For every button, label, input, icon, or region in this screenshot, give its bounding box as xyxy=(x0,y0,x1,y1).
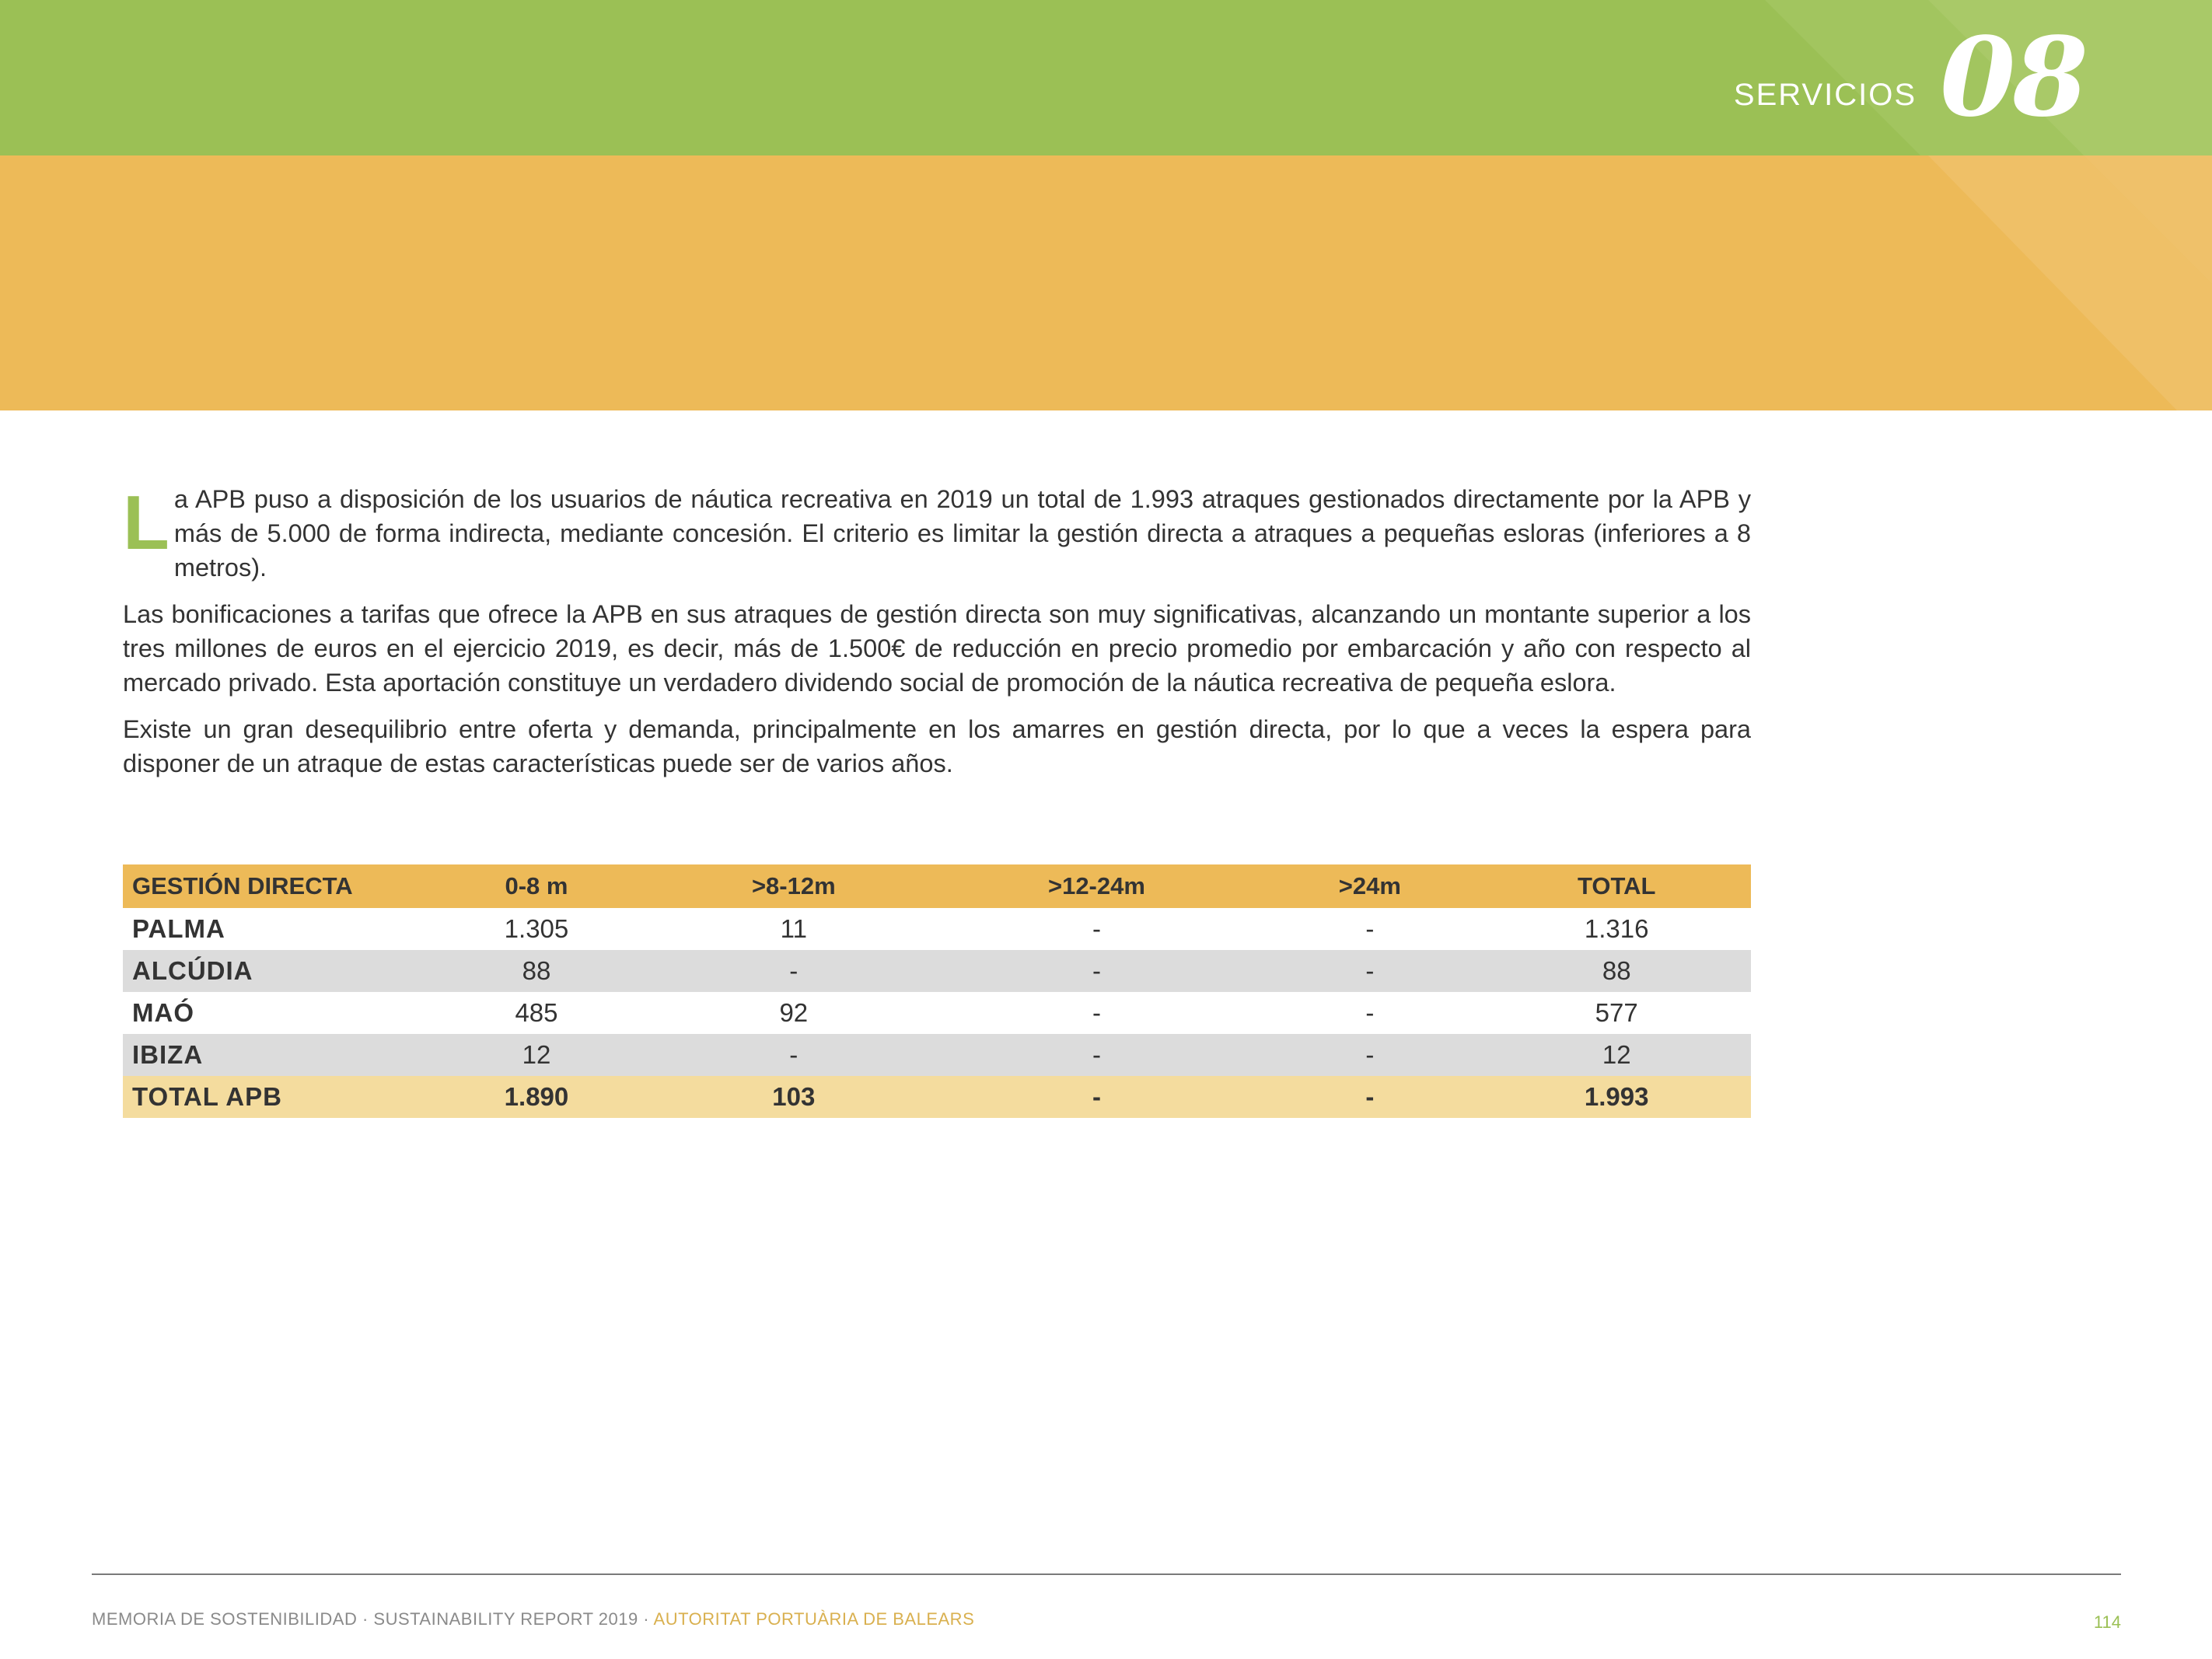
footer-divider xyxy=(92,1573,2121,1575)
table-cell: 12 xyxy=(1482,1034,1751,1076)
paragraph-2: Las bonificaciones a tarifas que ofrece la APB en sus atraques de gestión directa son muy significativas, alcanzando un montante superior a los tres millones de euros en el ejercicio 2019, es decir, más de 1.500€ de reducción en precio promedio por embarcación y año con respecto al mercado privado. Esta aportación constituye un verdadero dividendo social de promoción de la náutica recreativa de pequeña eslora. xyxy=(123,600,1751,697)
row-label: MAÓ xyxy=(132,998,194,1027)
table-cell: - xyxy=(1257,1034,1482,1076)
table-cell: 577 xyxy=(1595,998,1638,1027)
page-number: 114 xyxy=(2093,1612,2121,1632)
table-row xyxy=(123,950,1751,992)
table-row xyxy=(123,1034,1751,1076)
table-cell: - xyxy=(652,950,936,992)
table-cell: 92 xyxy=(779,998,809,1027)
table-cell: - xyxy=(1257,950,1482,992)
column-header-24m: >24m xyxy=(1257,864,1482,908)
table-header-row xyxy=(123,864,1751,908)
drop-cap: L xyxy=(123,480,169,565)
row-label: ALCÚDIA xyxy=(123,950,421,992)
table-cell: 103 xyxy=(652,1076,936,1118)
table-row xyxy=(123,908,1751,950)
table-cell: - xyxy=(936,1076,1258,1118)
table-cell: 1.316 xyxy=(1584,914,1649,943)
berths-table xyxy=(123,864,1751,1118)
footer-organization: AUTORITAT PORTUÀRIA DE BALEARS xyxy=(653,1609,975,1629)
table-cell: - xyxy=(652,1034,936,1076)
column-header-12-24m: >12-24m xyxy=(936,864,1258,908)
table-cell: - xyxy=(1257,1076,1482,1118)
table-row xyxy=(123,992,1751,1034)
section-label: SERVICIOS xyxy=(1733,78,1917,112)
column-header-8-12m: >8-12m xyxy=(652,864,936,908)
table-cell: - xyxy=(1092,914,1101,943)
paragraph-1 xyxy=(123,482,1751,585)
paragraph-1-text: a APB puso a disposición de los usuarios de náutica recreativa en 2019 un total de 1.993 atraques gestionados directamente por la APB y más de 5.000 de forma indirecta, mediante concesión. El criterio es limitar la gestión directa a atraques a pequeñas esloras (inferiores a 8 metros). xyxy=(173,485,1751,582)
table-cell: 485 xyxy=(515,998,558,1027)
column-header-0-8m: 0-8 m xyxy=(421,864,652,908)
column-header-total: TOTAL xyxy=(1482,864,1751,908)
table-cell: 88 xyxy=(421,950,652,992)
table-cell: - xyxy=(1092,998,1101,1027)
table-cell: 12 xyxy=(421,1034,652,1076)
row-label: PALMA xyxy=(132,914,225,943)
title-band xyxy=(0,155,2212,410)
table-cell: 88 xyxy=(1482,950,1751,992)
column-header-management: GESTIÓN DIRECTA xyxy=(123,864,421,908)
body-text xyxy=(123,482,1751,793)
diagonal-stripe-decoration xyxy=(0,155,2212,410)
table-cell: - xyxy=(936,1034,1258,1076)
paragraph-3: Existe un gran desequilibrio entre oferta y demanda, principalmente en los amarres en gestión directa, por lo que a veces la espera para disponer de un atraque de estas características puede ser de varios años. xyxy=(123,715,1751,777)
table-cell: - xyxy=(1365,998,1375,1027)
top-header-band xyxy=(0,0,2212,155)
row-label: IBIZA xyxy=(123,1034,421,1076)
table-cell: 1.305 xyxy=(504,914,569,943)
section-number: 08 xyxy=(1940,14,2085,141)
table-total-row xyxy=(123,1076,1751,1118)
table-cell: 1.890 xyxy=(421,1076,652,1118)
table-cell: - xyxy=(1365,914,1375,943)
footer-text xyxy=(92,1609,974,1629)
footer-report-title: MEMORIA DE SOSTENIBILIDAD · SUSTAINABILITY REPORT 2019 · xyxy=(92,1609,654,1629)
table-cell: 1.993 xyxy=(1482,1076,1751,1118)
table-cell: - xyxy=(936,950,1258,992)
table-cell: 11 xyxy=(780,914,807,943)
row-label: TOTAL APB xyxy=(123,1076,421,1118)
